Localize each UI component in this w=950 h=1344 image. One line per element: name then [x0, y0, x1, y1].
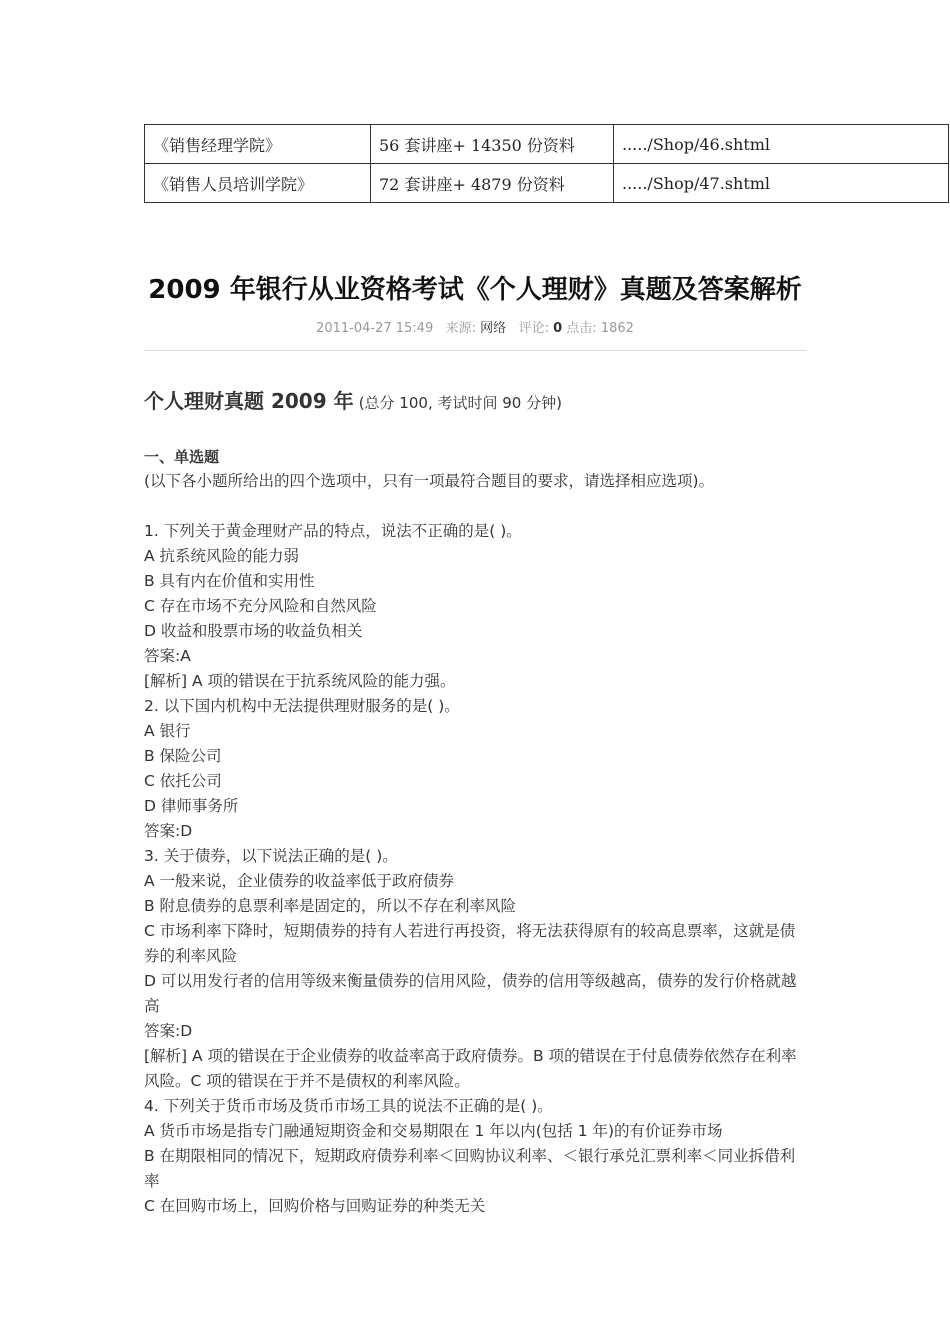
table-cell-link[interactable]: ...../Shop/46.shtml	[614, 125, 949, 164]
resource-table	[144, 124, 949, 203]
option-line: A 银行	[144, 722, 191, 740]
section-title: 一、单选题	[144, 448, 220, 466]
option-line: B 在期限相同的情况下，短期政府债券利率＜回购协议利率、＜银行承兑汇票利率＜同业拆借利率	[144, 1147, 796, 1190]
article-body	[144, 469, 806, 1219]
question-line: 4. 下列关于货币市场及货币市场工具的说法不正确的是( )。	[144, 1097, 553, 1115]
table-row	[145, 125, 949, 164]
spacer	[144, 494, 806, 519]
instruction-text: (以下各小题所给出的四个选项中，只有一项最符合题目的要求，请选择相应选项)。	[144, 472, 715, 490]
source-value: 网络	[480, 321, 507, 336]
option-line: B 保险公司	[144, 747, 222, 765]
exam-heading	[144, 387, 806, 415]
option-line: A 抗系统风险的能力弱	[144, 547, 300, 565]
table-cell-link[interactable]: ...../Shop/47.shtml	[614, 164, 949, 203]
option-line: B 附息债券的息票利率是固定的，所以不存在利率风险	[144, 897, 517, 915]
option-line: B 具有内在价值和实用性	[144, 572, 315, 590]
table-row	[145, 164, 949, 203]
answer-line: 答案:D	[144, 1022, 193, 1040]
option-line: C 依托公司	[144, 772, 222, 790]
table-cell: 《销售经理学院》	[145, 125, 371, 164]
option-line: D 律师事务所	[144, 797, 239, 815]
option-line: D 收益和股票市场的收益负相关	[144, 622, 363, 640]
clicks-count: 1862	[600, 321, 634, 336]
option-line: D 可以用发行者的信用等级来衡量债券的信用风险，债券的信用等级越高，债券的发行价格就越高	[144, 972, 797, 1015]
table-cell: 72 套讲座+ 4879 份资料	[371, 164, 614, 203]
article	[144, 268, 806, 1219]
article-title: 2009 年银行从业资格考试《个人理财》真题及答案解析	[148, 275, 802, 305]
table-cell: 《销售人员培训学院》	[145, 164, 371, 203]
exam-note: (总分 100, 考试时间 90 分钟)	[358, 394, 562, 412]
clicks-label: 点击:	[566, 321, 597, 336]
option-line: A 货币市场是指专门融通短期资金和交易期限在 1 年以内(包括 1 年)的有价证券市场	[144, 1122, 723, 1140]
option-line: C 存在市场不充分风险和自然风险	[144, 597, 377, 615]
option-line: C 在回购市场上，回购价格与回购证券的种类无关	[144, 1197, 486, 1215]
explanation-line: [解析] A 项的错误在于企业债券的收益率高于政府债券。B 项的错误在于付息债券依然存在利率风险。C 项的错误在于并不是债权的利率风险。	[144, 1047, 797, 1090]
question-line: 2. 以下国内机构中无法提供理财服务的是( )。	[144, 697, 460, 715]
option-line: A 一般来说，企业债券的收益率低于政府债券	[144, 872, 455, 890]
source-label: 来源:	[445, 321, 477, 336]
question-line: 1. 下列关于黄金理财产品的特点，说法不正确的是( )。	[144, 522, 522, 540]
comments-label: 评论:	[518, 321, 549, 336]
comments-count[interactable]: 0	[553, 321, 563, 336]
answer-line: 答案:A	[144, 647, 191, 665]
publish-datetime: 2011-04-27 15:49	[316, 321, 434, 336]
divider	[144, 350, 806, 351]
exam-title: 个人理财真题 2009 年	[144, 389, 354, 413]
table-cell: 56 套讲座+ 14350 份资料	[371, 125, 614, 164]
explanation-line: [解析] A 项的错误在于抗系统风险的能力强。	[144, 672, 456, 690]
option-line: C 市场利率下降时，短期债券的持有人若进行再投资，将无法获得原有的较高息票率，这就是债券的利率风险	[144, 922, 796, 965]
question-line: 3. 关于债券，以下说法正确的是( )。	[144, 847, 398, 865]
answer-line: 答案:D	[144, 822, 193, 840]
article-meta	[144, 318, 806, 340]
